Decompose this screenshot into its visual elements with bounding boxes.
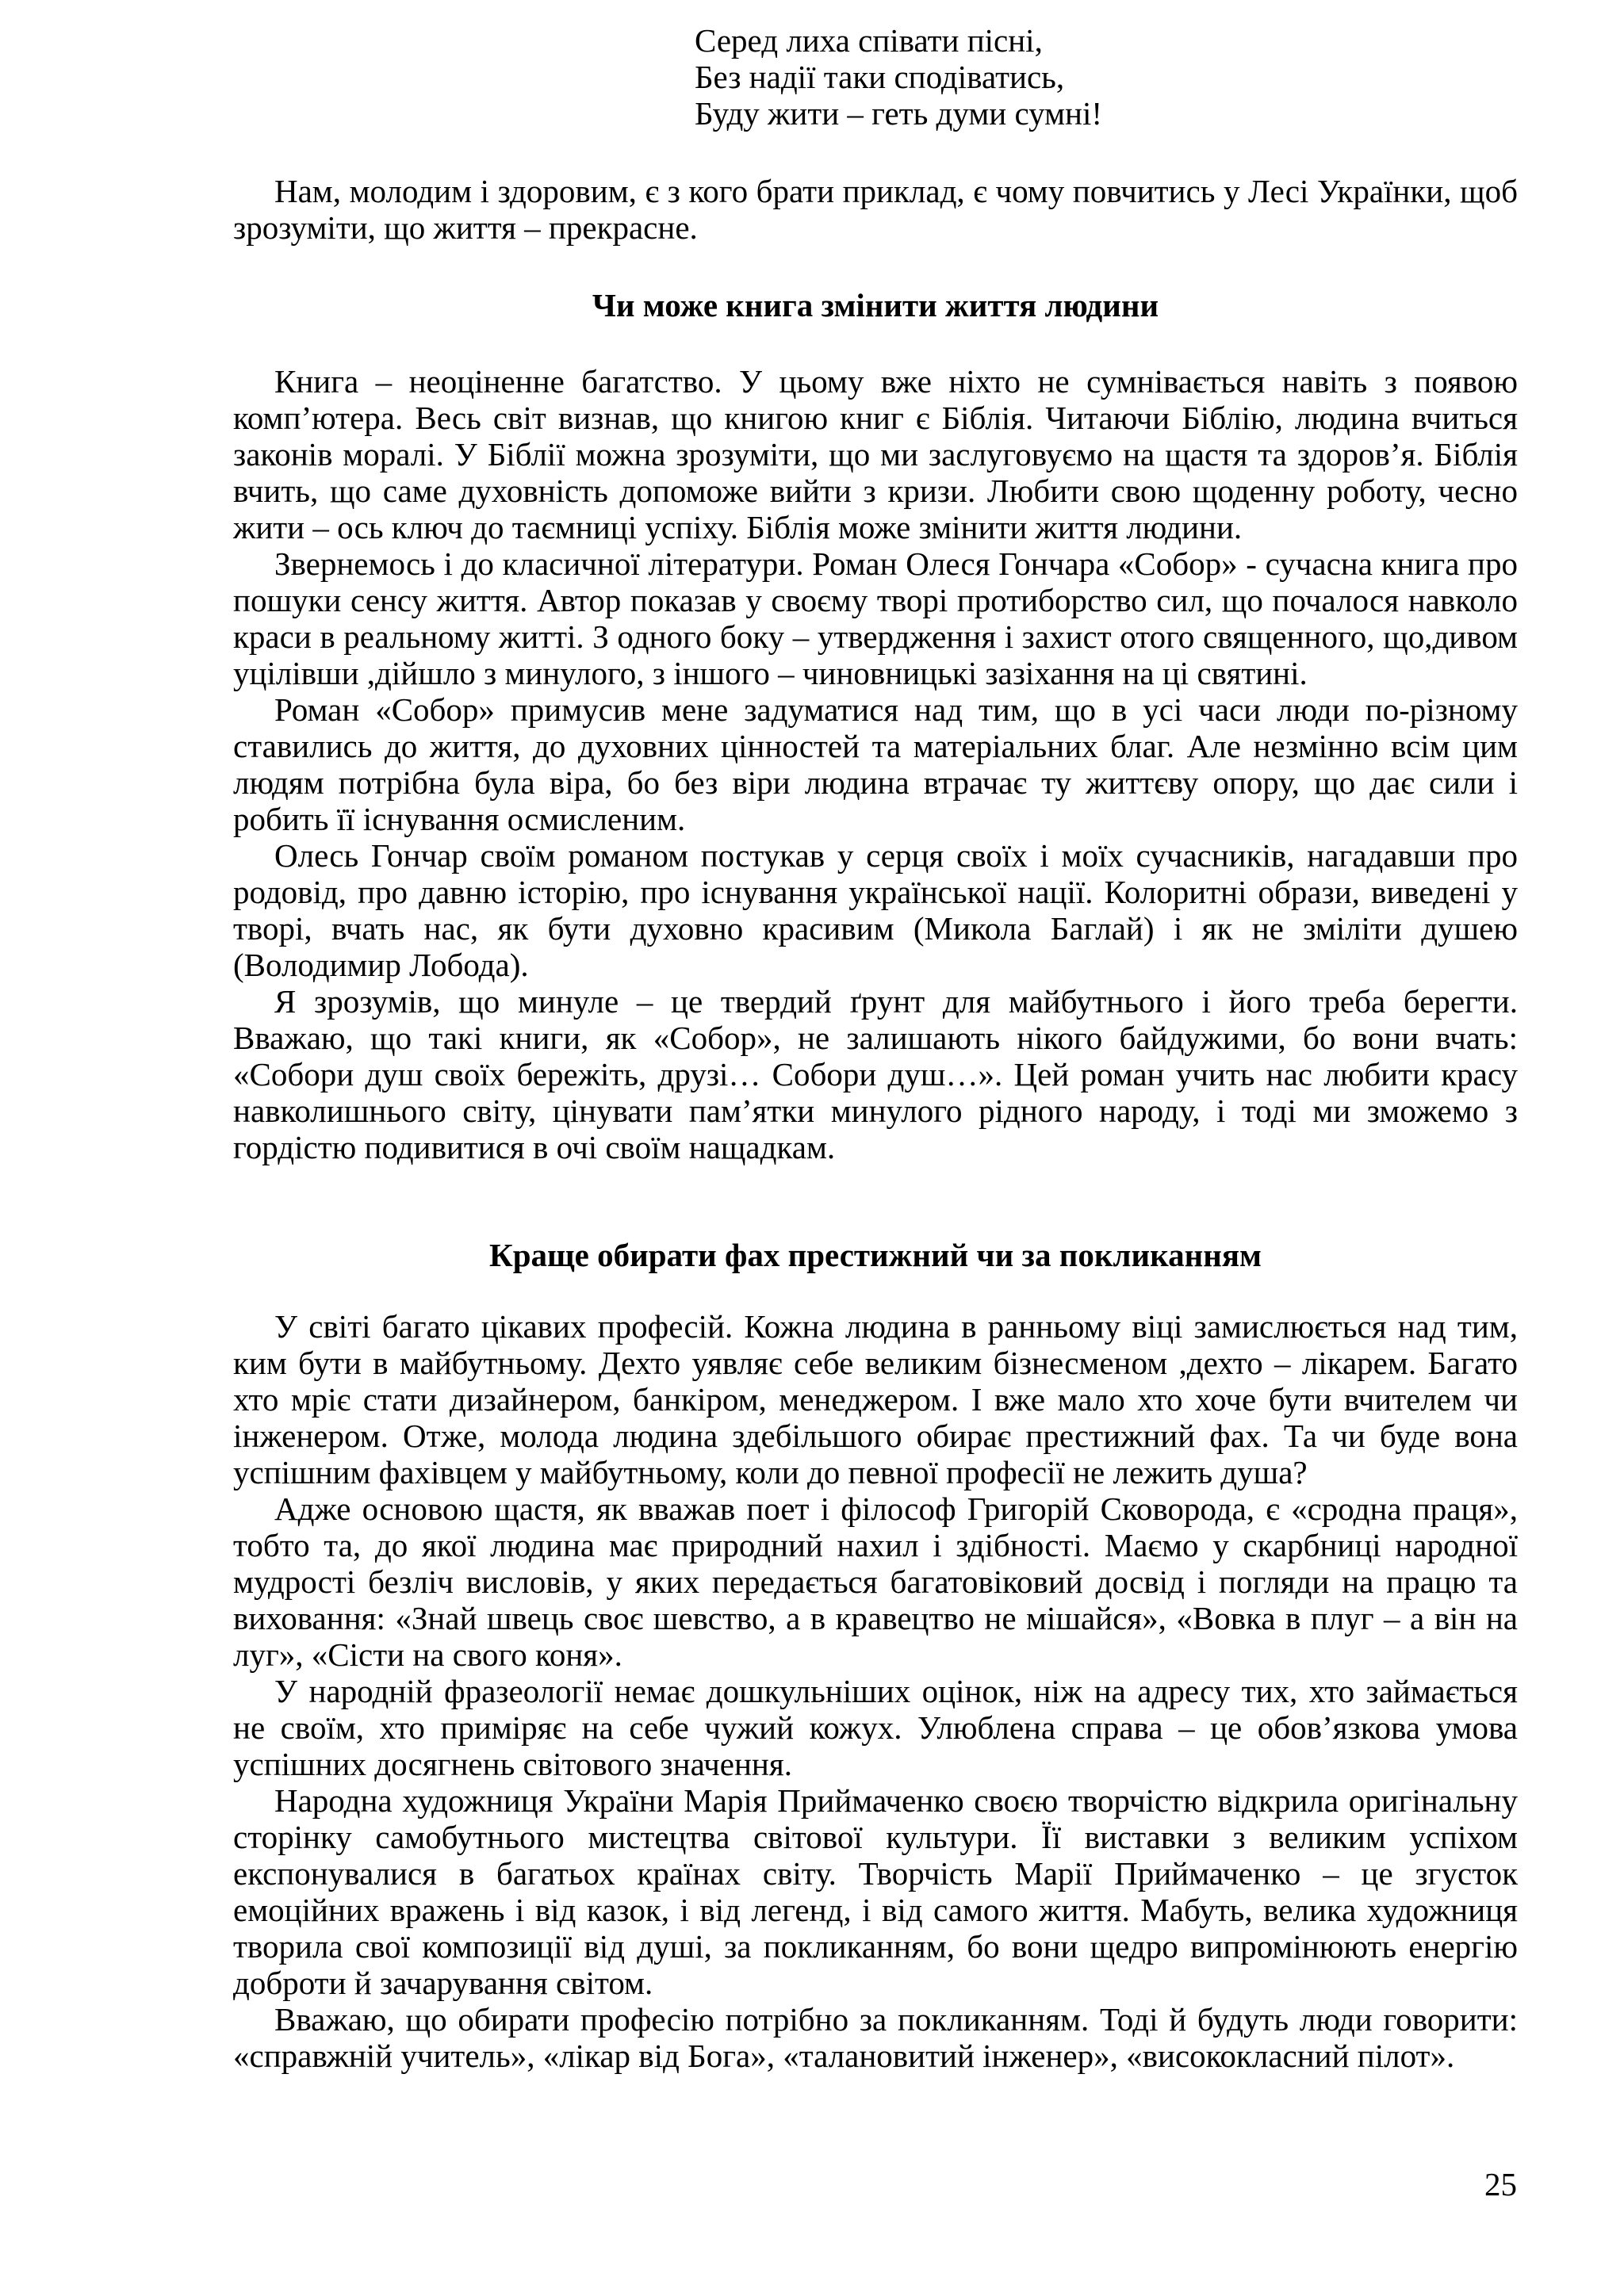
paragraph: Звернемось і до класичної літератури. Роман Олеся Гончара «Собор» - сучасна книга про пошуки сенсу життя. Автор показав у своєму творі протиборство сил, що почалося навколо краси в реальному житті. З одного боку – утвердження і захист отого священного, що,дивом уцілівши ,дійшло з минулого, з іншого – чиновницькі зазіхання на ці святині. — [233, 545, 1518, 691]
page-number: 25 — [1484, 2166, 1517, 2202]
paragraph: Народна художниця України Марія Приймаченко своєю творчістю відкрила оригінальну сторінку самобутнього мистецтва світової культури. Її виставки з великим успіхом експонувалися в багатьох країнах світу. Творчість Марії Приймаченко – це згусток емоційних вражень і від казок, і від легенд, і від самого життя. Мабуть, велика художниця творила свої композиції від душі, за покликанням, бо вони щедро випромінюють енергію доброти й зачарування світом. — [233, 1782, 1518, 2001]
paragraph: Роман «Собор» примусив мене задуматися над тим, що в усі часи люди по-різному ставились до життя, до духовних цінностей та матеріальних благ. Але незмінно всім цим людям потрібна була віра, бо без віри людина втрачає ту життєву опору, що дає сили і робить її існування осмисленим. — [233, 691, 1518, 837]
section-book-body — [233, 363, 1518, 1165]
paragraph: Олесь Гончар своїм романом постукав у серця своїх і моїх сучасників, нагадавши про родовід, про давню історію, про існування української нації. Колоритні образи, виведені у творі, вчать нас, як бути духовно красивим (Микола Баглай) і як не зміліти душею (Володимир Лобода). — [233, 837, 1518, 983]
section-title-profession: Краще обирати фах престижний чи за покликанням — [489, 1237, 1262, 1273]
intro-paragraph: Нам, молодим і здоровим, є з кого брати приклад, є чому повчитись у Лесі Українки, щоб зрозуміти, що життя – прекрасне. — [233, 173, 1518, 246]
paragraph: Я зрозумів, що минуле – це твердий ґрунт для майбутнього і його треба берегти. Вважаю, що такі книги, як «Собор», не залишають нікого байдужими, бо вони вчать: «Собори душ своїх бережіть, друзі… Собори душ…». Цей роман учить нас любити красу навколишнього світу, цінувати пам’ятки минулого рідного народу, і тоді ми зможемо з гордістю подивитися в очі своїм нащадкам. — [233, 983, 1518, 1165]
section-title-book: Чи може книга змінити життя людини — [592, 287, 1159, 323]
poem-line: Серед лиха співати пісні, — [695, 22, 1043, 59]
poem-line: Буду жити – геть думи сумні! — [695, 95, 1103, 132]
poem-line: Без надії таки сподіватись, — [695, 59, 1065, 95]
paragraph: Книга – неоціненне багатство. У цьому вже ніхто не сумнівається навіть з появою комп’ютера. Весь світ визнав, що книгою книг є Біблія. Читаючи Біблію, людина вчиться законів моралі. У Біблії можна зрозуміти, що ми заслуговуємо на щастя та здоров’я. Біблія вчить, що саме духовність допоможе вийти з кризи. Любити свою щоденну роботу, чесно жити – ось ключ до таємниці успіху. Біблія може змінити життя людини. — [233, 363, 1518, 545]
paragraph: У світі багато цікавих професій. Кожна людина в ранньому віці замислюється над тим, ким бути в майбутньому. Дехто уявляє себе великим бізнесменом ,дехто – лікарем. Багато хто мріє стати дизайнером, банкіром, менеджером. І вже мало хто хоче бути вчителем чи інженером. Отже, молода людина здебільшого обирає престижний фах. Та чи буде вона успішним фахівцем у майбутньому, коли до певної професії не лежить душа? — [233, 1308, 1518, 1490]
paragraph: Адже основою щастя, як вважав поет і філософ Григорій Сковорода, є «сродна праця», тобто та, до якої людина має природний нахил і здібності. Маємо у скарбниці народної мудрості безліч висловів, у яких передається багатовіковий досвід і погляди на працю та виховання: «Знай швець своє шевство, а в кравецтво не мішайся», «Вовка в плуг – а він на луг», «Сісти на свого коня». — [233, 1490, 1518, 1673]
poem-epigraph — [695, 22, 1102, 132]
section-profession-body — [233, 1308, 1518, 2074]
paragraph: У народній фразеології немає дошкульніших оцінок, ніж на адресу тих, хто займається не своїм, хто приміряє на себе чужий кожух. Улюблена справа – це обов’язкова умова успішних досягнень світового значення. — [233, 1673, 1518, 1782]
paragraph: Вважаю, що обирати професію потрібно за покликанням. Тоді й будуть люди говорити: «справжній учитель», «лікар від Бога», «талановитий інженер», «висококласний пілот». — [233, 2001, 1518, 2074]
